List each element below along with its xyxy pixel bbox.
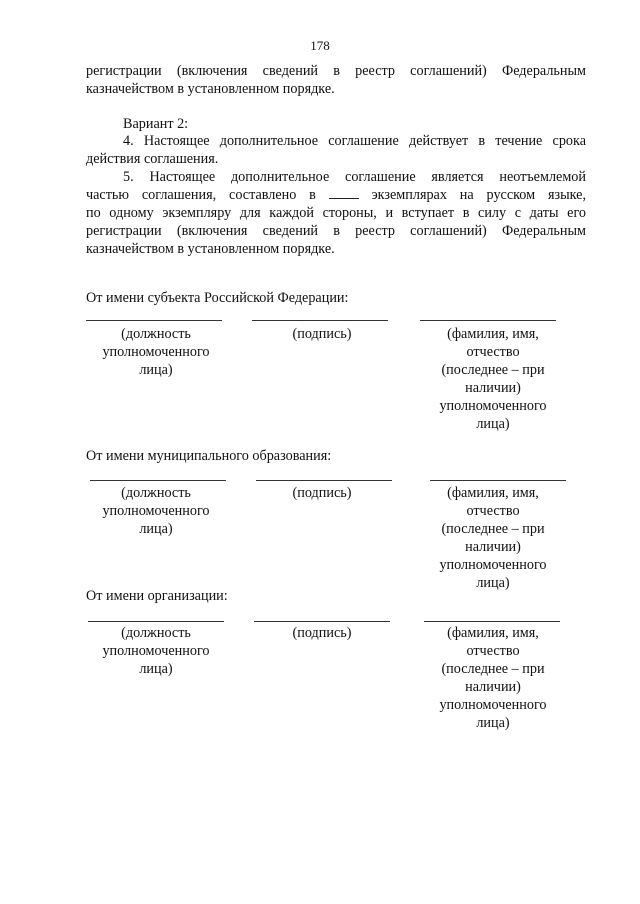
text-line: 5. Настоящее дополнительное соглашение является неотъемлемой [123, 169, 586, 185]
position-signature-line [86, 320, 222, 321]
signature-line [252, 320, 388, 321]
paragraph-4 [86, 132, 586, 168]
page-number: 178 [310, 38, 330, 53]
name-caption: (фамилия, имя, отчество (последнее – при наличии) уполномоченного лица) [439, 326, 547, 432]
name-signature-line [424, 621, 560, 622]
text-line: казначейством в установленном порядке. [86, 81, 335, 97]
signature-heading-organization: От имени организации: [86, 588, 228, 604]
position-caption: (должность уполномоченного лица) [102, 485, 210, 537]
text-line: 4. Настоящее дополнительное соглашение действует в течение срока [123, 133, 586, 149]
signature-line [254, 621, 390, 622]
signature-caption: (подпись) [292, 625, 352, 641]
text-line: действия соглашения. [86, 151, 219, 167]
text-fragment: частью соглашения, составлено в [86, 187, 316, 203]
position-signature-line [88, 621, 224, 622]
position-caption: (должность уполномоченного лица) [102, 625, 210, 677]
copies-count-blank [329, 186, 359, 199]
signature-caption: (подпись) [292, 326, 352, 342]
paragraph-5 [86, 168, 586, 258]
signature-line [256, 480, 392, 481]
position-signature-line [90, 480, 226, 481]
text-line-with-blank [86, 186, 586, 204]
position-caption: (должность уполномоченного лица) [102, 326, 210, 378]
name-signature-line [420, 320, 556, 321]
name-signature-line [430, 480, 566, 481]
signature-heading-municipality: От имени муниципального образования: [86, 448, 332, 464]
name-caption: (фамилия, имя, отчество (последнее – при наличии) уполномоченного лица) [439, 625, 547, 731]
text-line: регистрации (включения сведений в реестр соглашений) Федеральным [86, 223, 586, 239]
variant-label: Вариант 2: [123, 116, 189, 132]
signature-caption: (подпись) [292, 485, 352, 501]
signature-heading-region: От имени субъекта Российской Федерации: [86, 290, 349, 306]
text-line: по одному экземпляру для каждой стороны, и вступает в силу с даты его [86, 205, 586, 221]
text-fragment: экземплярах на русском языке, [371, 187, 586, 203]
paragraph-registration [86, 62, 586, 98]
text-line: регистрации (включения сведений в реестр соглашений) Федеральным [86, 63, 586, 79]
text-line: казначейством в установленном порядке. [86, 241, 335, 257]
name-caption: (фамилия, имя, отчество (последнее – при наличии) уполномоченного лица) [439, 485, 547, 591]
